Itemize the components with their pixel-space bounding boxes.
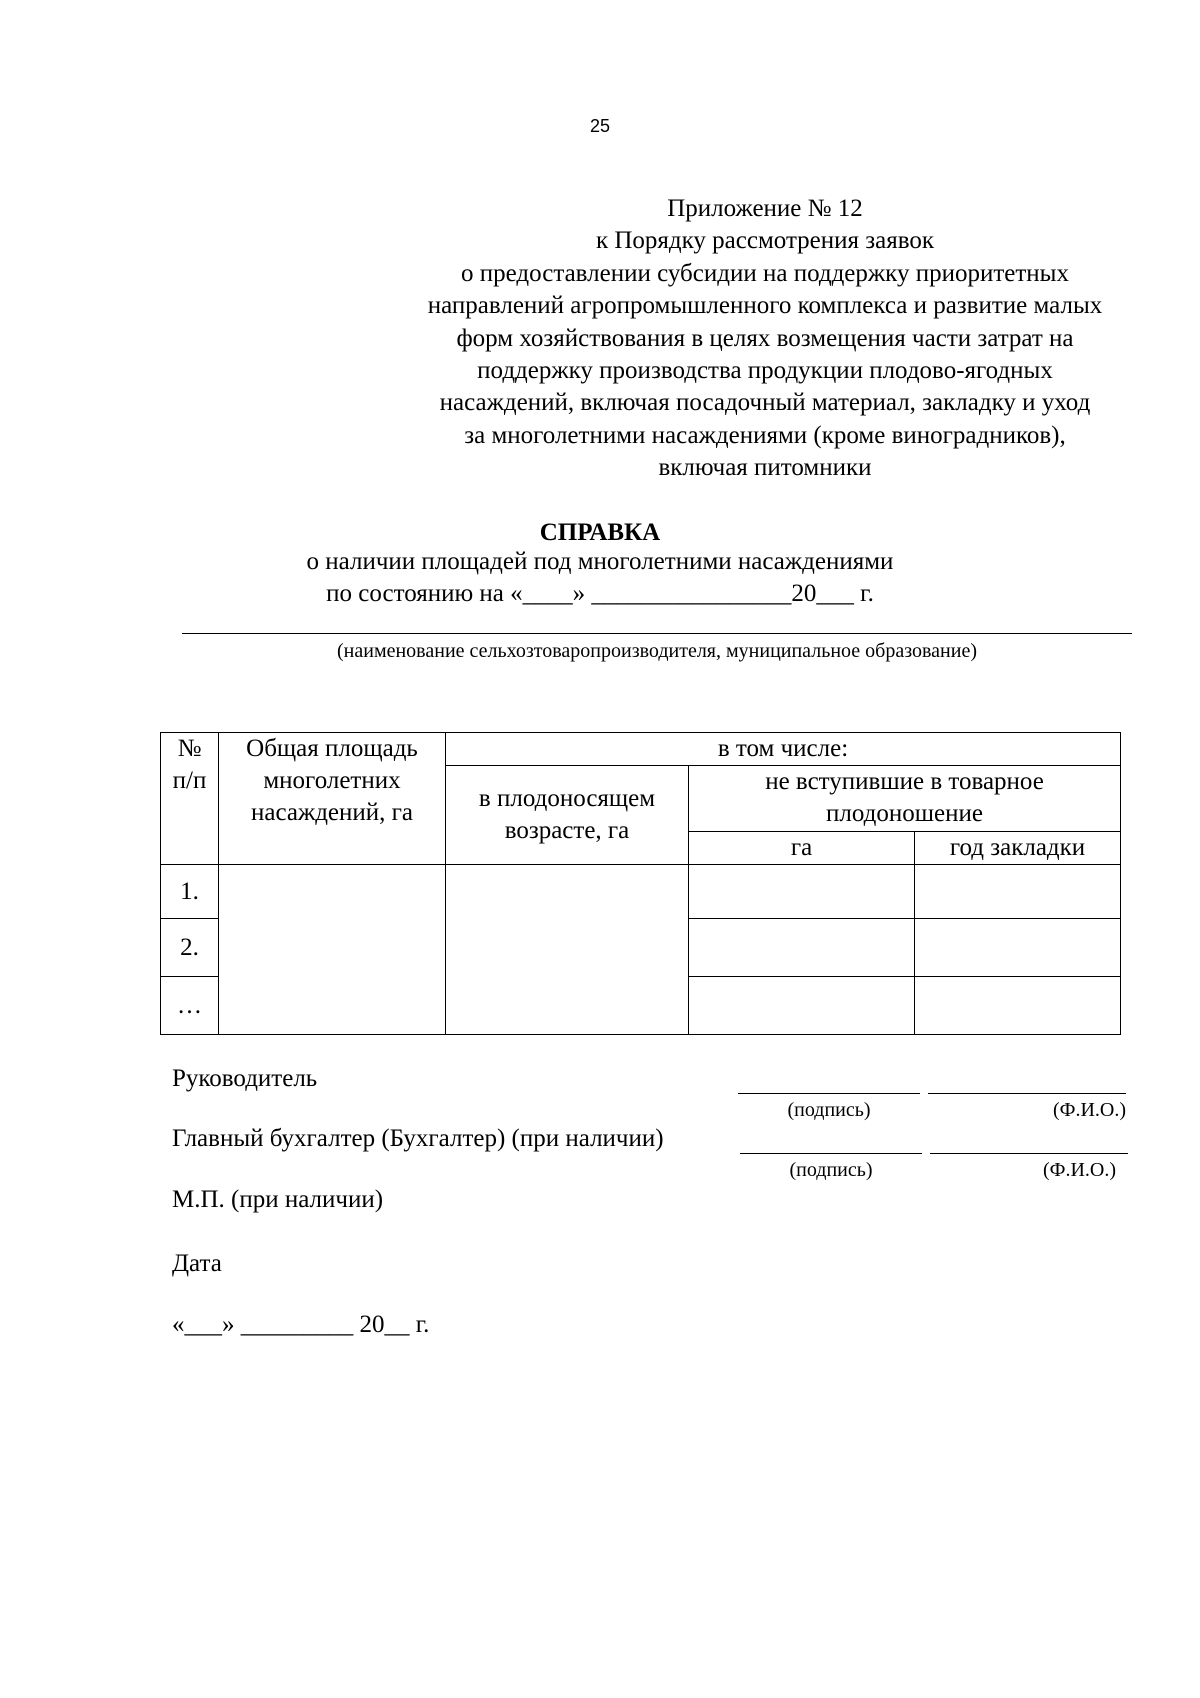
- subtitle-line: о наличии площадей под многолетними насаждениями: [306, 548, 894, 575]
- accountant-name-line[interactable]: [930, 1153, 1128, 1154]
- planting-year-cell[interactable]: [915, 977, 1121, 1035]
- document-subtitle: [0, 546, 1200, 610]
- appendix-line: поддержку производства продукции плодово-ягодных: [477, 357, 1053, 385]
- head-label: Руководитель: [172, 1065, 318, 1092]
- planting-year-cell[interactable]: [915, 919, 1121, 977]
- appendix-line: насаждений, включая посадочный материал, закладку и уход: [439, 389, 1091, 417]
- appendix-line: о предоставлении субсидии на поддержку приоритетных: [461, 259, 1069, 287]
- stamp-label: М.П. (при наличии): [172, 1186, 384, 1213]
- appendix-line: за многолетними насаждениями (кроме виноградников),: [464, 421, 1066, 449]
- head-name-line[interactable]: [928, 1093, 1126, 1094]
- header-total-area: Общая площадь многолетних насаждений, га: [219, 733, 446, 865]
- appendix-line: Приложение № 12: [667, 195, 863, 222]
- not-fruiting-ha-cell[interactable]: [689, 977, 915, 1035]
- total-area-cell[interactable]: [219, 865, 446, 1035]
- header-planting-year: год закладки: [915, 832, 1121, 865]
- accountant-label: Главный бухгалтер (Бухгалтер) (при наличии): [172, 1125, 664, 1152]
- appendix-line: включая питомники: [658, 454, 872, 482]
- appendix-line: форм хозяйствования в целях возмещения части затрат на: [456, 324, 1074, 352]
- name-caption: (Ф.И.О.): [1052, 1099, 1126, 1121]
- page-number: 25: [589, 116, 611, 136]
- appendix-line: направлений агропромышленного комплекса и развитие малых: [427, 292, 1103, 320]
- organization-fill-line[interactable]: [182, 633, 1132, 634]
- appendix-line: к Порядку рассмотрения заявок: [595, 227, 935, 255]
- accountant-signature-line[interactable]: [740, 1153, 922, 1154]
- signature-caption: (подпись): [789, 1159, 873, 1181]
- date-label: Дата: [172, 1250, 222, 1277]
- header-number: [161, 733, 219, 865]
- header-number-line: №: [177, 735, 202, 762]
- header-number-line: п/п: [172, 767, 207, 794]
- date-fill-value[interactable]: «___» _________ 20__ г.: [172, 1311, 430, 1338]
- subtitle-date-line: по состоянию на «____» ________________20___ г.: [326, 580, 874, 607]
- signature-caption: (подпись): [787, 1099, 871, 1121]
- not-fruiting-ha-cell[interactable]: [689, 865, 915, 919]
- organization-caption: (наименование сельхозтоваропроизводителя, муниципальное образование): [337, 640, 977, 662]
- header-hectares: га: [689, 832, 915, 865]
- not-fruiting-ha-cell[interactable]: [689, 919, 915, 977]
- row-number: …: [161, 977, 219, 1035]
- document-title: СПРАВКА: [539, 519, 661, 546]
- head-signature-line[interactable]: [738, 1093, 920, 1094]
- fruiting-area-cell[interactable]: [446, 865, 689, 1035]
- header-fruiting-age: в плодоносящем возрасте, га: [446, 766, 689, 865]
- name-caption: (Ф.И.О.): [1042, 1159, 1116, 1181]
- planting-year-cell[interactable]: [915, 865, 1121, 919]
- header-including: в том числе:: [446, 733, 1121, 766]
- header-not-fruiting: не вступившие в товарное плодоношение: [689, 766, 1121, 832]
- row-number: 2.: [161, 919, 219, 977]
- plantings-table: [160, 732, 1121, 1035]
- appendix-header: [340, 193, 1190, 485]
- row-number: 1.: [161, 865, 219, 919]
